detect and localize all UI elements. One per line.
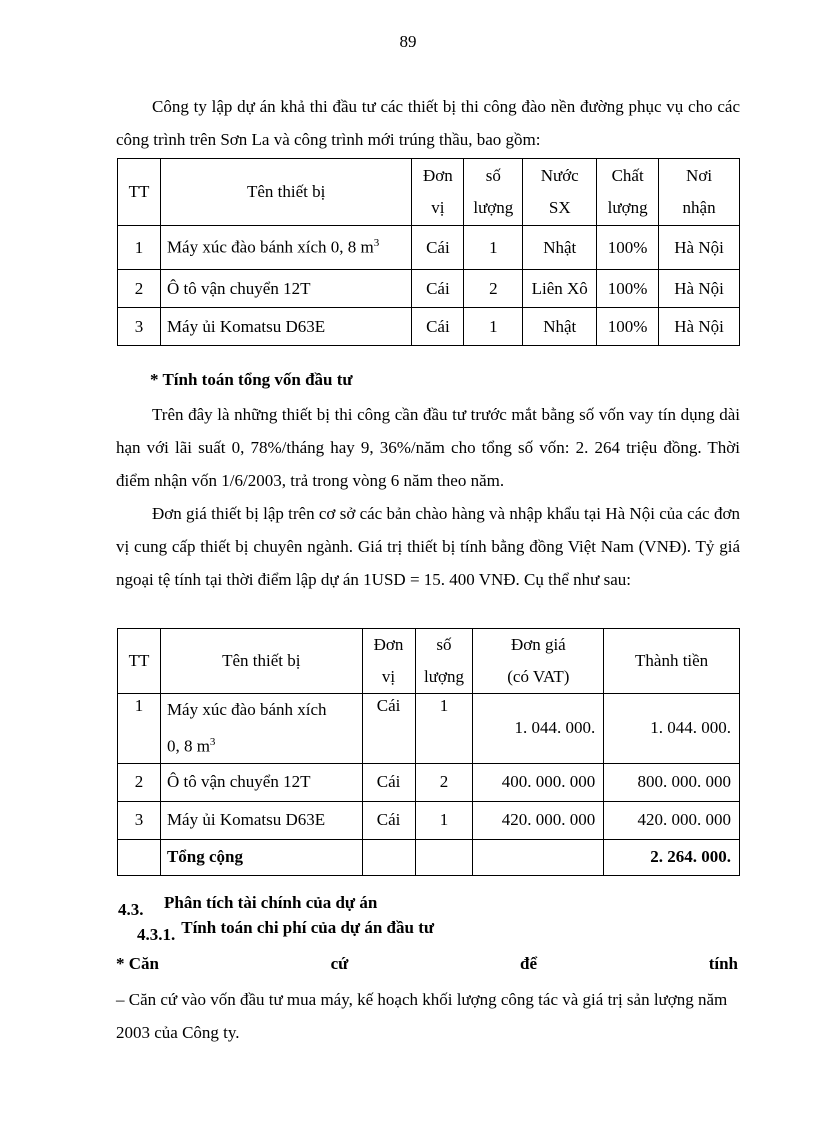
table2-header-total: Thành tiền xyxy=(604,629,740,694)
heading-4-3-title: Phân tích tài chính của dự án xyxy=(164,893,378,912)
row-quality: 100% xyxy=(597,308,659,346)
page-number: 89 xyxy=(399,32,417,51)
sum-empty-tt xyxy=(118,839,161,875)
row-dest: Hà Nội xyxy=(659,308,740,346)
row-tt: 3 xyxy=(118,308,161,346)
row-tt: 2 xyxy=(118,270,161,308)
row-qty: 1 xyxy=(464,226,523,270)
sum-label: Tổng cộng xyxy=(160,839,362,875)
heading-4-3 xyxy=(118,893,378,919)
table-row xyxy=(118,226,740,270)
paragraph-capital: Trên đây là những thiết bị thi công cần đầu tư trước mắt bằng số vốn vay tín dụng dài hạn với lãi suất 0, 78%/tháng hay 9, 36%/năm cho tổng số vốn: 2. 264 triệu đồng. Thời điểm nhận vốn 1/6/2003, trả trong vòng 6 năm theo năm. xyxy=(116,405,740,490)
sum-empty-qty xyxy=(415,839,473,875)
table2-header-qty: số lượng xyxy=(415,629,473,694)
table1-header-unit: Đơn vị xyxy=(412,159,464,226)
basis-word: cứ xyxy=(330,954,349,973)
row-name: Máy xúc đào bánh xích 0, 8 $m^3$ xyxy=(160,226,411,270)
table2-header-unit: Đơn vị xyxy=(362,629,415,694)
heading-4-3-number: 4.3. xyxy=(118,900,144,919)
row-total: 420. 000. 000 xyxy=(604,801,740,839)
sum-empty-unit xyxy=(362,839,415,875)
row-unit: Cái xyxy=(412,270,464,308)
row-dest: Hà Nội xyxy=(659,270,740,308)
sum-empty-price xyxy=(473,839,604,875)
heading-4-3-1-title: Tính toán chi phí của dự án đầu tư xyxy=(181,918,435,937)
row-quality: 100% xyxy=(597,270,659,308)
row-tt: 1 xyxy=(118,694,161,764)
table1-header-name: Tên thiết bị xyxy=(160,159,411,226)
table1-header-country: Nước SX xyxy=(523,159,597,226)
row-unit: Cái xyxy=(362,801,415,839)
table-row xyxy=(118,763,740,801)
table2-header-price: Đơn giá (có VAT) xyxy=(473,629,604,694)
row-tt: 3 xyxy=(118,801,161,839)
table-row xyxy=(118,801,740,839)
row-qty: 1 xyxy=(415,694,473,764)
row-name: Máy ủi Komatsu D63E xyxy=(160,801,362,839)
heading-4-3-1-number: 4.3.1. xyxy=(137,925,176,944)
row-unit: Cái xyxy=(362,763,415,801)
basis-paragraph: – Căn cứ vào vốn đầu tư mua máy, kế hoạch khối lượng công tác và giá trị sản lượng năm 2003 của Công ty. xyxy=(116,990,728,1042)
row-qty: 2 xyxy=(464,270,523,308)
basis-word: tính xyxy=(708,954,738,973)
basis-word: để xyxy=(520,954,538,973)
row-unit: Cái xyxy=(412,308,464,346)
basis-word: * Căn xyxy=(116,954,159,973)
row-qty: 1 xyxy=(464,308,523,346)
table2-header-name: Tên thiết bị xyxy=(160,629,362,694)
table2-header-row xyxy=(118,629,740,694)
row-tt: 1 xyxy=(118,226,161,270)
table-row xyxy=(118,308,740,346)
basis-line xyxy=(116,954,738,974)
row-qty: 2 xyxy=(415,763,473,801)
row-country: Nhật xyxy=(523,308,597,346)
row-price: 420. 000. 000 xyxy=(473,801,604,839)
row-total: 1. 044. 000. xyxy=(604,694,740,764)
table1-header-quality: Chất lượng xyxy=(597,159,659,226)
table1-header-dest: Nơi nhận xyxy=(659,159,740,226)
row-dest: Hà Nội xyxy=(659,226,740,270)
heading-4-3-1 xyxy=(137,918,435,944)
row-name: Máy xúc đào bánh xích 0, 8 $m^3$ xyxy=(160,694,362,764)
section-star-title: * Tính toán tổng vốn đầu tư xyxy=(150,370,353,389)
table-sum-row xyxy=(118,839,740,875)
table1-header-row xyxy=(118,159,740,226)
row-country: Liên Xô xyxy=(523,270,597,308)
table1-header-qty: số lượng xyxy=(464,159,523,226)
sum-value: 2. 264. 000. xyxy=(604,839,740,875)
row-tt: 2 xyxy=(118,763,161,801)
row-name: Máy ủi Komatsu D63E xyxy=(160,308,411,346)
row-price: 1. 044. 000. xyxy=(473,694,604,764)
paragraph-unit-price: Đơn giá thiết bị lập trên cơ sở các bản chào hàng và nhập khẩu tại Hà Nội của các đơn vị cung cấp thiết bị chuyên ngành. Giá trị thiết bị tính bằng đồng Việt Nam (VNĐ). Tỷ giá ngoại tệ tính tại thời điểm lập dự án 1USD = 15. 400 VNĐ. Cụ thể như sau: xyxy=(116,504,740,589)
row-name: Ô tô vận chuyển 12T xyxy=(160,763,362,801)
price-table xyxy=(117,628,740,876)
row-unit: Cái xyxy=(412,226,464,270)
row-price: 400. 000. 000 xyxy=(473,763,604,801)
table2-header-tt: TT xyxy=(118,629,161,694)
row-total: 800. 000. 000 xyxy=(604,763,740,801)
table-row xyxy=(118,694,740,764)
equipment-table xyxy=(117,158,740,346)
table-row xyxy=(118,270,740,308)
intro-paragraph: Công ty lập dự án khả thi đầu tư các thiết bị thi công đào nền đường phục vụ cho các công trình trên Sơn La và công trình mới trúng thầu, bao gồm: xyxy=(116,97,740,149)
row-quality: 100% xyxy=(597,226,659,270)
row-unit: Cái xyxy=(362,694,415,764)
table1-header-tt: TT xyxy=(118,159,161,226)
row-qty: 1 xyxy=(415,801,473,839)
row-name: Ô tô vận chuyển 12T xyxy=(160,270,411,308)
row-country: Nhật xyxy=(523,226,597,270)
